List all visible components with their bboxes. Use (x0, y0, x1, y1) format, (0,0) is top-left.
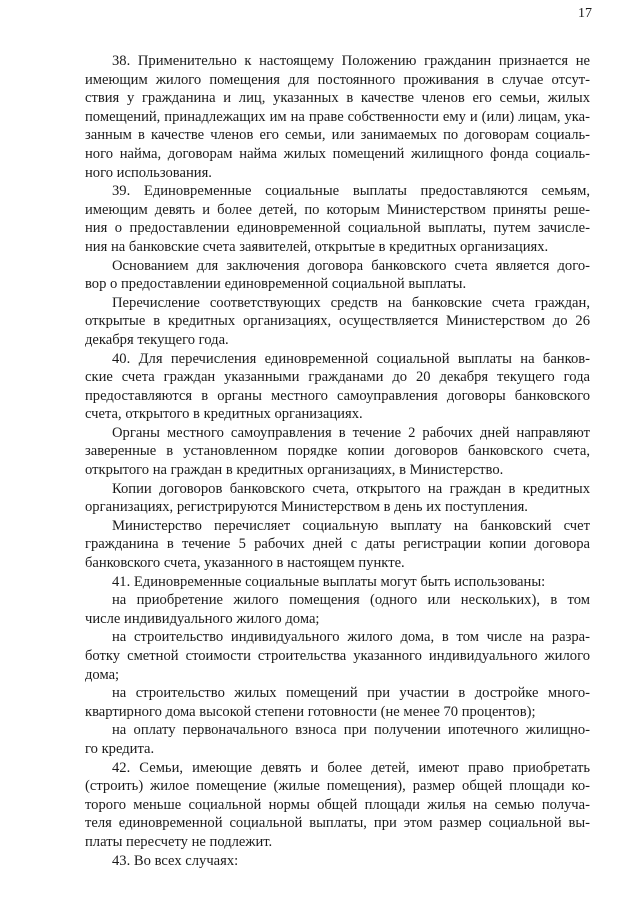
text-line: помещений, принадлежащих им на праве собственности ему и (или) лицам, ука- (85, 108, 590, 125)
text-line: (строить) жилое помещение (жилые помещения), размер общей площади ко- (85, 778, 590, 795)
text-line: 38. Применительно к настоящему Положению гражданин признается не (112, 53, 590, 69)
text-line: ботку сметной стоимости строительства указанного индивидуального жилого (85, 648, 590, 664)
text-line: 43. Во всех случаях: (112, 852, 239, 869)
text-line: открытого на граждан в кредитных организациях, в Министерство. (85, 462, 504, 479)
text-line: открытые в кредитных организациях, осуществляется Министерством до 26 (85, 313, 590, 330)
text-line: ствия у гражданина и лиц, указанных в качестве членов его семьи, жилых (85, 90, 590, 107)
text-line: Министерство перечисляет социальную выплату на банковский счет (112, 517, 590, 534)
text-line: го кредита. (85, 740, 155, 757)
text-line: Основанием для заключения договора банковского счета является дого- (112, 257, 590, 274)
text-line: на оплату первоначального взноса при получении ипотечного жилищно- (112, 722, 590, 739)
text-line: на приобретение жилого помещения (одного или нескольких), в том (112, 592, 590, 609)
text-line: ного использования. (85, 164, 212, 181)
document-body (85, 52, 590, 870)
text-line: 40. Для перечисления единовременной социальной выплаты на банков- (112, 350, 590, 367)
text-line: 42. Семьи, имеющие девять и более детей, имеют право приобретать (112, 759, 590, 776)
text-line: заверенные в установленном порядке копии договоров банковского счета, (85, 443, 590, 460)
text-line: платы пересчету не подлежит. (85, 833, 273, 850)
text-line: Перечисление соответствующих средств на банковские счета граждан, (112, 294, 590, 311)
text-line: ния о предоставлении единовременной социальной выплаты, путем зачисле- (85, 220, 590, 237)
page-number: 17 (578, 6, 592, 21)
text-line: банковского счета, указанного в настоящем пункте. (85, 555, 405, 572)
text-line: числе индивидуального жилого дома; (85, 610, 320, 627)
text-line: 39. Единовременные социальные выплаты предоставляются семьям, (112, 183, 590, 200)
text-line: предоставляются в органы местного самоуправления договоры банковского (85, 387, 590, 404)
text-line: ного найма, договорам найма жилых помещений жилищного фонда социаль- (85, 145, 590, 162)
text-line: имеющим девять и более детей, по которым Министерством приняты реше- (85, 201, 590, 218)
text-line: на строительство жилых помещений при участии в достройке много- (112, 685, 590, 702)
text-line: теля единовременной социальной выплаты, при этом размер социальной вы- (85, 815, 590, 832)
text-line: дома; (85, 666, 120, 683)
text-line: ния на банковские счета заявителей, открытые в кредитных организациях. (85, 238, 549, 255)
text-line: ские счета граждан указанными гражданами до 20 декабря текущего года (85, 369, 590, 386)
text-line: Копии договоров банковского счета, открытого на граждан в кредитных (112, 480, 590, 497)
text-line: вор о предоставлении единовременной социальной выплаты. (85, 276, 467, 293)
text-line: Органы местного самоуправления в течение 2 рабочих дней направляют (112, 424, 590, 441)
text-line: торого меньше социальной нормы общей площади жилья на семью получа- (85, 796, 590, 813)
text-line: на строительство индивидуального жилого дома, в том числе на разра- (112, 629, 590, 646)
text-line: имеющим жилого помещения для постоянного проживания в случае отсут- (85, 71, 590, 88)
text-line: организациях, регистрируются Министерством в день их поступления. (85, 499, 528, 516)
text-line: декабря текущего года. (85, 331, 229, 348)
text-line: 41. Единовременные социальные выплаты могут быть использованы: (112, 573, 546, 590)
text-line: квартирного дома высокой степени готовности (не менее 70 процентов); (85, 703, 536, 720)
text-line: гражданина в течение 5 рабочих дней с даты регистрации копии договора (85, 536, 590, 553)
text-line: счета, открытого в кредитных организациях. (85, 406, 363, 423)
text-line: занным в качестве членов его семьи, или занимаемых по договорам социаль- (85, 127, 590, 144)
